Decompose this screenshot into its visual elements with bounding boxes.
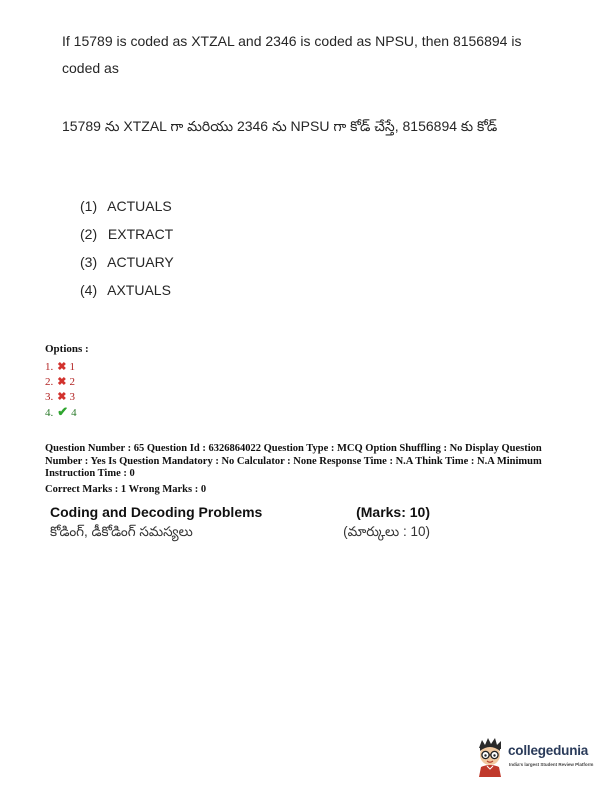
- option-value: 3: [69, 391, 75, 403]
- option-value: 1: [69, 361, 75, 373]
- choice-2: [80, 222, 174, 250]
- option-item-3: [45, 390, 77, 405]
- option-value: 4: [71, 407, 77, 419]
- choice-4: [80, 278, 174, 306]
- cross-icon: ✖: [57, 361, 67, 373]
- option-value: 2: [69, 376, 75, 388]
- option-item-1: [45, 360, 77, 375]
- section-header: [50, 503, 430, 541]
- choice-number: (3): [80, 254, 98, 270]
- choice-text: ACTUALS: [107, 198, 172, 214]
- section-marks-english: (Marks: 10): [356, 504, 430, 520]
- logo-name: collegedunia: [508, 743, 589, 758]
- question-english: If 15789 is coded as XTZAL and 2346 is coded as NPSU, then 8156894 is coded as: [62, 33, 522, 76]
- option-item-2: [45, 375, 77, 390]
- choice-text: EXTRACT: [107, 226, 174, 242]
- section-title-telugu: కోడింగ్, డీకోడింగ్ సమస్యలు: [50, 524, 193, 539]
- checkmark-icon: ✔: [57, 404, 69, 419]
- question-telugu: 15789 ను XTZAL గా మరియు 2346 ను NPSU గా కోడ్ చేస్తే, 8156894 కు కోడ్: [62, 118, 498, 134]
- answer-choices: [80, 194, 174, 306]
- cross-icon: ✖: [57, 376, 67, 388]
- option-index: 1.: [45, 361, 54, 373]
- choice-text: AXTUALS: [107, 282, 171, 298]
- section-marks-telugu: (మార్కులు : 10): [343, 524, 430, 539]
- logo-tagline: India's largest Student Review Platform: [509, 762, 594, 767]
- options-list: [45, 360, 77, 420]
- choice-number: (2): [80, 226, 98, 242]
- collegedunia-logo: [474, 735, 604, 779]
- section-title-english: Coding and Decoding Problems: [50, 504, 263, 520]
- option-index: 3.: [45, 391, 54, 403]
- option-index: 2.: [45, 376, 54, 388]
- choice-number: (4): [80, 282, 98, 298]
- marks-info: Correct Marks : 1 Wrong Marks : 0: [45, 484, 207, 495]
- option-item-4: [45, 405, 77, 420]
- question-details: Question Number : 65 Question Id : 6326864022 Question Type : MCQ Option Shuffling : No Display Question Number : Yes Is Question Mandatory : No Calculator : None Response Time : N.A Think Time : N.A Minimum Instruction Time : 0: [45, 443, 542, 479]
- cross-icon: ✖: [57, 391, 67, 403]
- choice-3: [80, 250, 174, 278]
- options-heading: Options :: [45, 343, 89, 355]
- option-index: 4.: [45, 407, 54, 419]
- choice-number: (1): [80, 198, 98, 214]
- choice-text: ACTUARY: [107, 254, 174, 270]
- choice-1: [80, 194, 174, 222]
- mascot-icon: [474, 735, 506, 777]
